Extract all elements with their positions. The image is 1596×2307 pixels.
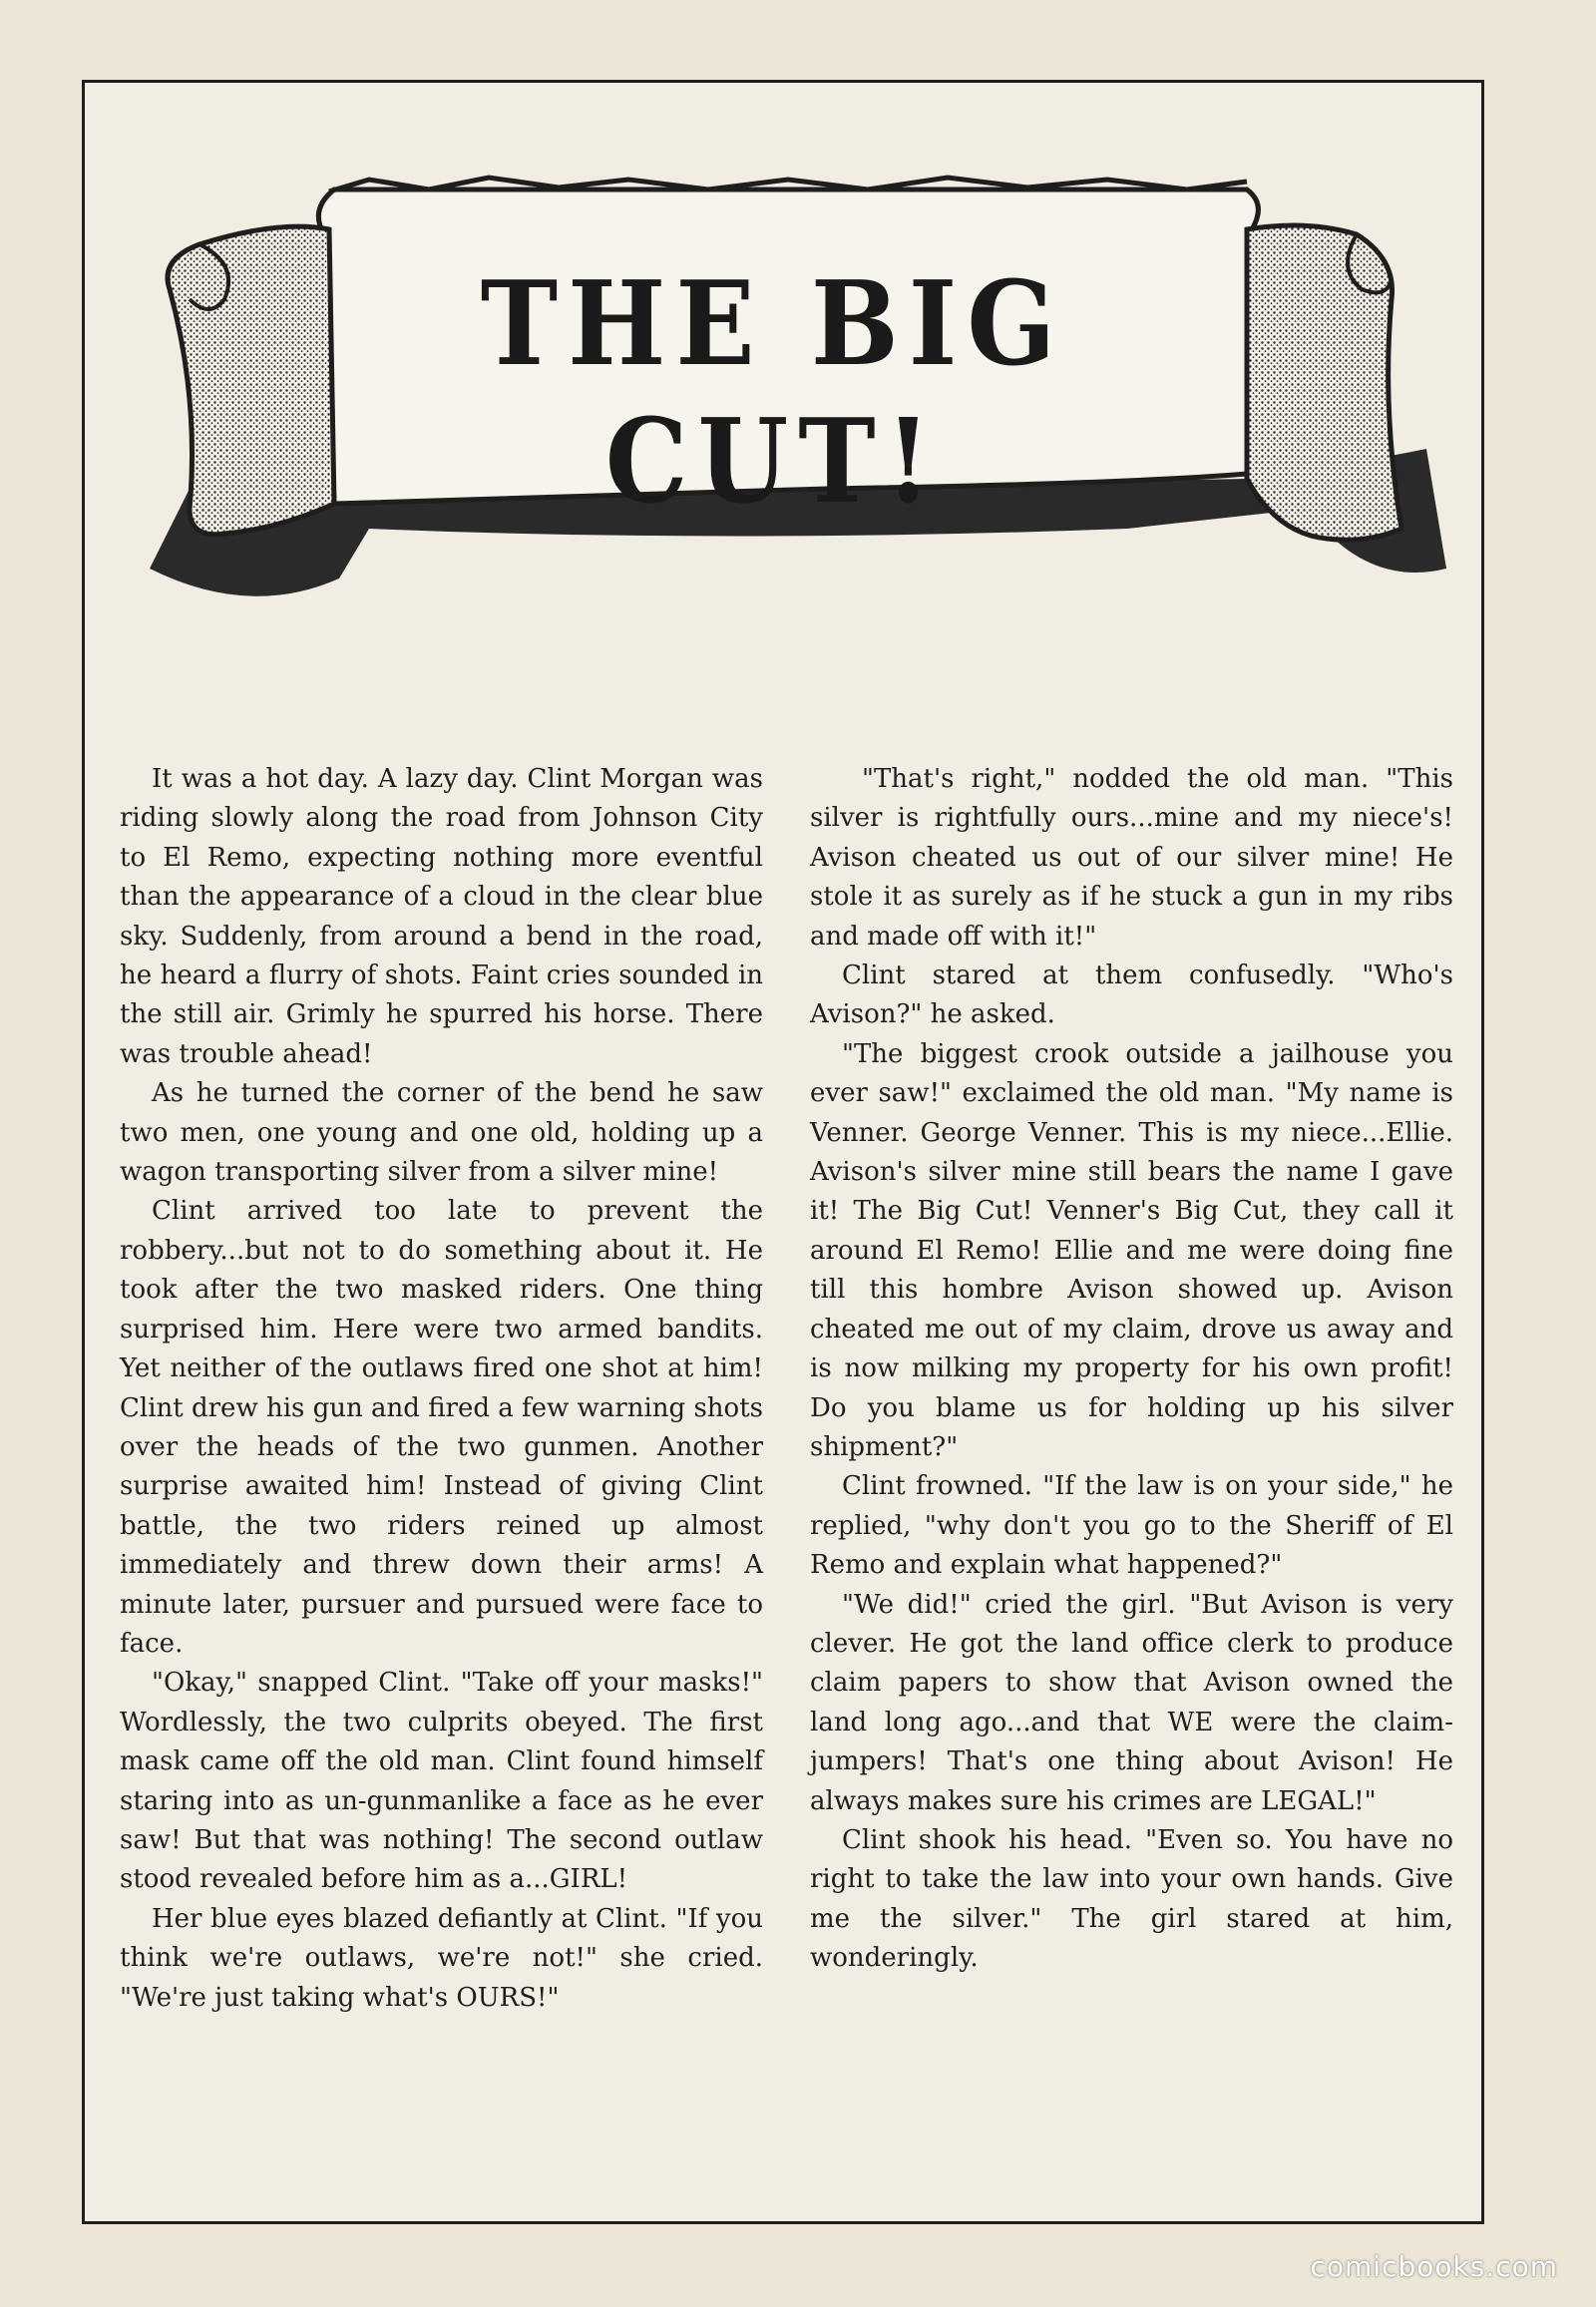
paragraph: "That's right," nodded the old man. "This silver is rightfully ours...mine and my niece's! Avison cheated us out of our silver mine! He stole it as surely as if he stuck a gun in my ribs and made off with it!" (810, 764, 1453, 952)
paragraph: Clint frowned. "If the law is on your side," he replied, "why don't you go to the Sheriff of El Remo and explain what happened?" (810, 1471, 1453, 1581)
paragraph: "We did!" cried the girl. "But Avison is very clever. He got the land office clerk to produce claim papers to show that Avison owned the land long ago...and that WE were the claim-jumpers! That's one thing about Avison! He always makes sure his crimes are LEGAL!" (810, 1589, 1453, 1816)
paragraph: It was a hot day. A lazy day. Clint Morgan was riding slowly along the road from Johnson City to El Remo, expecting nothing more eventful than the appearance of a cloud in the clear blue sky. Suddenly, from around a bend in the road, he heard a flurry of shots. Faint cries sounded in the still air. Grimly he spurred his horse. There was trouble ahead! (120, 764, 763, 1069)
paragraph: "The biggest crook outside a jailhouse you ever saw!" exclaimed the old man. "My name is Venner. George Venner. This is my niece...Ellie. Avison's silver mine still bears the name I gave it! The Big Cut! Venner's Big Cut, they call it around El Remo! Ellie and me were doing fine till this hombre Avison showed up. Avison cheated me out of my claim, drove us away and is now milking my property for his own profit! Do you blame us for holding up his silver shipment?" (810, 1038, 1453, 1462)
paragraph: As he turned the corner of the bend he saw two men, one young and one old, holding up a wagon transporting silver from a silver mine! (120, 1078, 763, 1188)
right-column (810, 760, 1453, 1979)
story-title: THE BIG CUT! (480, 254, 1066, 530)
scroll-banner (130, 150, 1456, 628)
site-watermark: comicbooks.com (1310, 2250, 1558, 2283)
paragraph: Clint stared at them confusedly. "Who's Avison?" he asked. (810, 961, 1453, 1030)
paragraph: "Okay," snapped Clint. "Take off your masks!" Wordlessly, the two culprits obeyed. The first mask came off the old man. Clint found himself staring into as un-gunmanlike a face as he ever saw! But that was nothing! The second outlaw stood revealed before him as a...GIRL! (120, 1668, 763, 1895)
paragraph: Clint arrived too late to prevent the robbery...but not to do something about it. He took after the two masked riders. One thing surprised him. Here were two armed bandits. Yet neither of the outlaws fired one shot at him! Clint drew his gun and fired a few warning shots over the heads of the two gunmen. Another surprise awaited him! Instead of giving Clint battle, the two riders reined up almost immediately and threw down their arms! A minute later, pursuer and pursued were face to face. (120, 1196, 763, 1659)
left-column (120, 760, 763, 2018)
paragraph: Her blue eyes blazed defiantly at Clint. "If you think we're outlaws, we're not!" she cried. "We're just taking what's OURS!" (120, 1903, 763, 2013)
paragraph: Clint shook his head. "Even so. You have no right to take the law into your own hands. Give me the silver." The girl stared at him, wonderingly. (810, 1824, 1453, 1974)
